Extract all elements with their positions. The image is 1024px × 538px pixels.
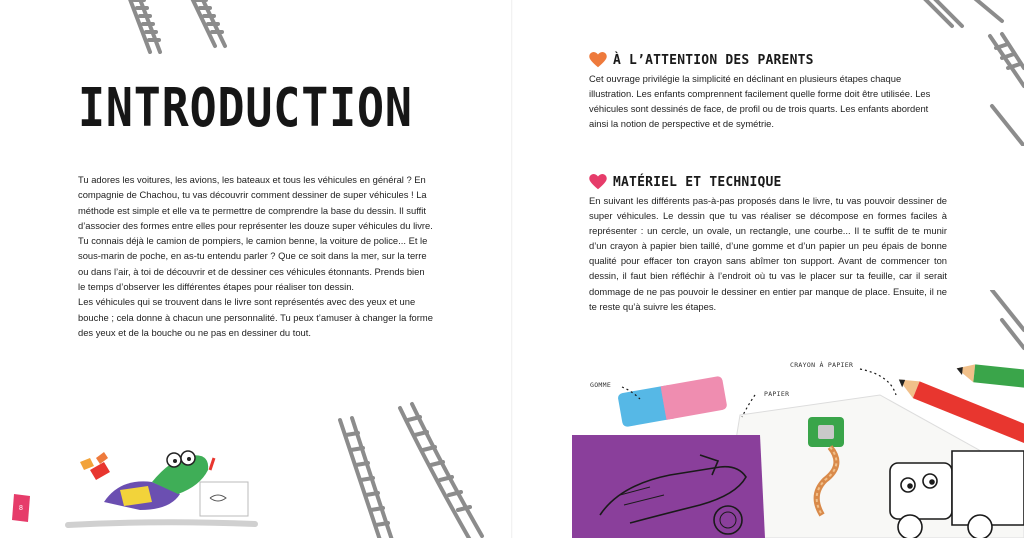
intro-text	[78, 172, 434, 340]
label-gomme: GOMME	[590, 381, 612, 389]
tire-tread-bottom-icon	[320, 400, 512, 538]
tire-tread-right-mid-icon	[982, 290, 1024, 360]
parents-heading	[589, 52, 947, 68]
page-number: 8	[19, 504, 23, 512]
parents-section	[589, 52, 947, 131]
page-title: INTRODUCTION	[78, 77, 413, 140]
heart-icon	[589, 52, 607, 68]
intro-paragraph: Les véhicules qui se trouvent dans le livre sont représentés avec des yeux et une bouche ; cela donne à chacun une personnalité. Tu peux t’amuser à changer la forme des yeux et de la bouche ou ne pas en dessiner du tout.	[78, 296, 433, 338]
materiel-text: En suivant les différents pas-à-pas proposés dans le livre, tu vas pouvoir dessiner de super véhicules. Le dessin que tu vas réaliser se décompose en formes faciles à représenter : un cercle, un ovale, un rectangle, une courbe... Il te suffit de te munir d’un crayon à papier bien taillé, d’une gomme et d’un papier un peu épais de bonne qualité pour effacer ton crayon sans abîmer ton support. Avant de commencer ton dessin, il faut bien réfléchir à l’endroit où tu vas le placer sur ta feuille, car il serait dommage de ne pas pouvoir le dessiner en entier par manque de place. Ensuite, il ne te reste qu’à suivre les étapes.	[589, 195, 947, 312]
materiel-heading	[589, 174, 947, 190]
materiel-section	[589, 174, 947, 314]
chachou-drawing-illustration	[60, 430, 260, 538]
tire-tread-top-icon	[120, 0, 250, 54]
parents-title: À L’ATTENTION DES PARENTS	[613, 52, 814, 68]
label-papier: PAPIER	[764, 390, 790, 398]
materials-illustration	[560, 355, 1024, 538]
label-crayon: CRAYON À PAPIER	[790, 361, 854, 369]
materiel-title: MATÉRIEL ET TECHNIQUE	[613, 174, 782, 190]
intro-paragraph: Tu adores les voitures, les avions, les bateaux et tous les véhicules en général ? En compagnie de Chachou, tu vas découvrir comment dessiner de super véhicules ! La méthode est simple et elle va te permettre de comprendre la base du dessin. Il suffit d’associer des formes entre elles pour représenter les douze super véhicules du livre. Tu connais déjà le camion de pompiers, le camion benne, la voiture de police... Et le sous-marin de poche, en as-tu entendu parler ? Que ce soit dans la mer, sur la terre ou dans l’air, à toi de découvrir et de dessiner ces véhicules étonnants. Prends bien le temps d’observer les différentes étapes pour réaliser ton dessin.	[78, 174, 433, 293]
heart-icon	[589, 174, 607, 190]
parents-text: Cet ouvrage privilégie la simplicité en déclinant en plusieurs étapes chaque illustration. Les enfants comprennent facilement quelle forme doit être utilisée. Les véhicules sont dessinés de face, de profil ou de trois quarts. Les enfants abordent ainsi la notion de perspective et de symétrie.	[589, 73, 931, 130]
